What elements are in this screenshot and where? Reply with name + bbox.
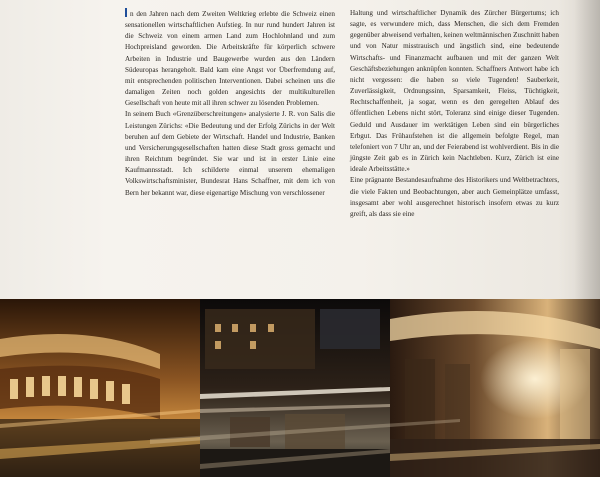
paragraph-1 xyxy=(125,8,335,109)
text-column-right xyxy=(350,8,559,220)
dropcap-marker xyxy=(125,8,127,17)
text-column-left xyxy=(125,8,335,199)
page-gutter-shadow xyxy=(574,0,600,300)
paragraph-3: Haltung und wirtschaftlicher Dynamik des Zürcher Bürgertums; ich sagte, es verwundere mich, dass Menschen, die sich dem Fremden gegenüber abweisend verhalten, keinen weltmännischen Zuschnitt haben und von Natur misstrauisch und ängstlich sind, eine bedeutende Wirtschafts- und Finanzmacht aufbauen und mit der ganzen Welt Geschäftsbeziehungen anknüpfen konnten. Schaffners Antwort habe ich nicht vergessen: die haben so viele Tugenden! Sauberkeit, Zuverlässigkeit, Ordnungssinn, Sparsamkeit, Fleiss, Tüchtigkeit, Rechtschaffenheit, ja sogar, wenn es den geregelten Ablauf des öffentlichen Lebens nicht stört, Toleranz sind einige dieser Tugenden. Geduld und Ausdauer im werktätigen Leben sind ein bürgerliches Erbgut. Das Frühaufstehen ist die allgemein befolgte Regel, man telefoniert von 7 Uhr an, und der Feierabend ist wohlverdient. Bis in die jüngste Zeit gab es in Zürich kein Nachtleben. Kurz, Zürich ist eine ideale Arbeitsstätte.» xyxy=(350,9,559,174)
paragraph-4: Eine prägnante Bestandesaufnahme des Historikers und Weltbetrachters, die viele Fakten und Beobachtungen, aber auch Gemeinplätze umfasst, insgesamt aber wohl ausgerechnet historisch insofern etwas zu kurz greift, als dass sie eine xyxy=(350,176,559,218)
paragraph-2: In seinem Buch «Grenzüberschreitungen» analysierte J. R. von Salis die Leistungen Zürichs: «Die Bedeutung und der Erfolg Zürichs in der Welt beruhen auf dem Gebiete der Wirtschaft. Handel und Industrie, Banken und Versicherungsgesellschaften hatten diese Stadt gross gemacht und ihren Reichtum begründet. Sie war und ist in erster Linie eine Kaufmannsstadt. Ich schilderte einmal unserem ehemaligen Volkswirtschaftsminister, Bundesrat Hans Schaffner, mit dem ich von Bern her bekannt war, diese eigenartige Mischung von verschlossener xyxy=(125,110,335,197)
night-city-photo-panorama xyxy=(0,299,600,477)
paragraph-1-text: n den Jahren nach dem Zweiten Weltkrieg erlebte die Schweiz einen sensationellen wirtschaftlichen Aufstieg. In nur rund hundert Jahren ist die Schweiz von einem armen Land zum Hochlohnland und zum Hochpreisland geworden. Die Arbeitskräfte für körperlich schwere Arbeiten in Industrie und Baugewerbe wurden aus den Ländern Südeuropas herangeholt. Bald kam eine Angst vor Überfremdung auf, mit entsprechenden politischen Interventionen. Dabei scheinen uns die damaligen Zeiten noch golden angesichts der multikulturellen Gesellschaft von heute mit all ihren schwer zu lösenden Problemen. xyxy=(125,10,335,108)
photo-panorama-image xyxy=(0,299,600,477)
